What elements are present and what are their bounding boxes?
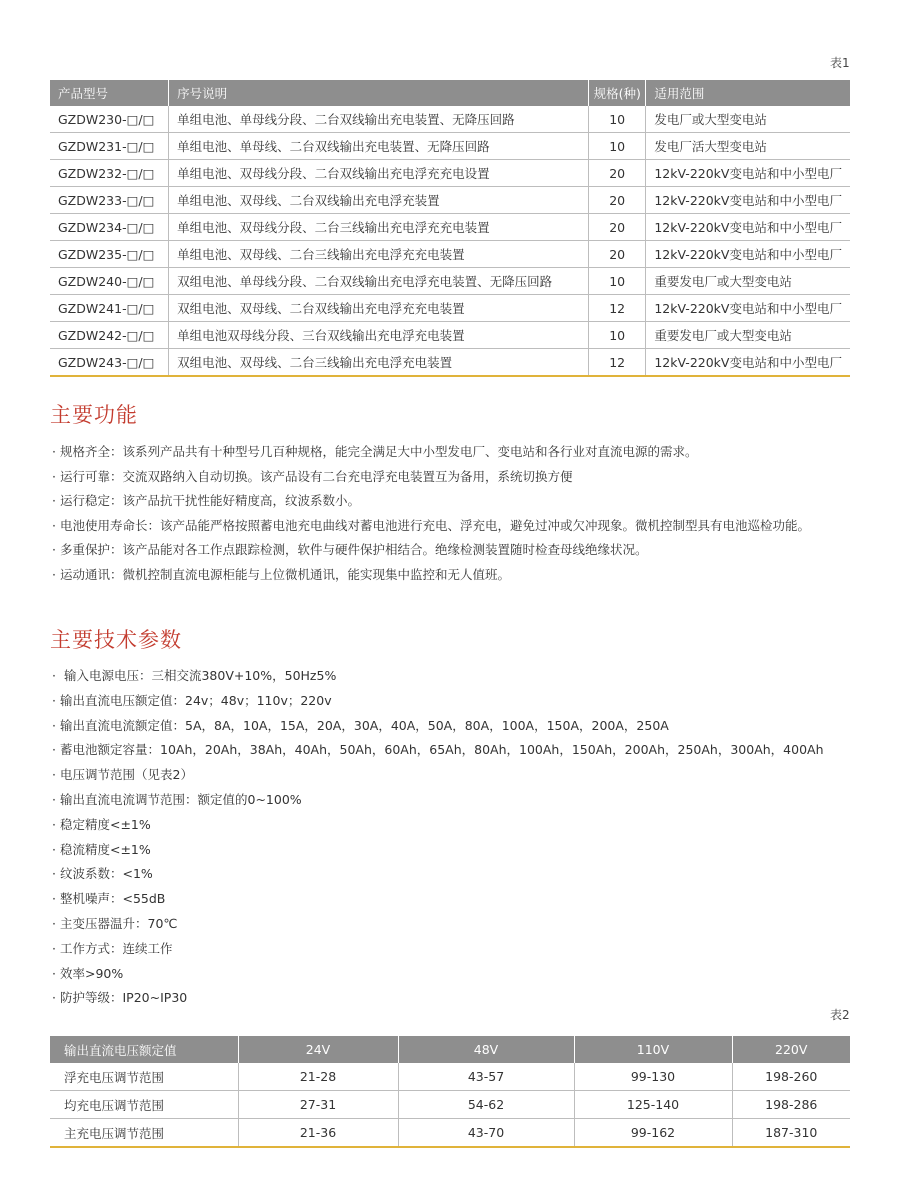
list-item: · 整机噪声：<55dB [52, 887, 824, 912]
spec-count-cell: 20 [589, 214, 646, 241]
table1-tag: 表1 [830, 56, 850, 70]
list-item: · 工作方式：连续工作 [52, 937, 824, 962]
list-item: · 输入电源电压：三相交流380V+10%，50Hz5% [52, 664, 824, 689]
list-item: · 电压调节范围（见表2） [52, 763, 824, 788]
model-cell: GZDW231-□/□ [50, 133, 169, 160]
functions-list [52, 440, 810, 587]
spec-count-cell: 20 [589, 187, 646, 214]
table-row [50, 160, 850, 187]
row-label-cell: 浮充电压调节范围 [50, 1063, 238, 1091]
table2-tag: 表2 [830, 1008, 850, 1022]
specs-heading: 主要技术参数 [50, 628, 182, 652]
description-cell: 单组电池、双母线、二台三线输出充电浮充充电装置 [169, 241, 589, 268]
table-header-row [50, 80, 850, 106]
table-row [50, 214, 850, 241]
list-item: · 效率>90% [52, 962, 824, 987]
model-cell: GZDW241-□/□ [50, 295, 169, 322]
application-cell: 重要发电厂或大型变电站 [646, 268, 850, 295]
description-cell: 双组电池、双母线、二台双线输出充电浮充充电装置 [169, 295, 589, 322]
table-row [50, 1119, 850, 1148]
application-cell: 发电厂或大型变电站 [646, 106, 850, 133]
list-item: · 规格齐全：该系列产品共有十种型号几百种规格，能完全满足大中小型发电厂、变电站和各行业对直流电源的需求。 [52, 440, 810, 465]
value-cell: 21-28 [238, 1063, 398, 1091]
voltage-range-table [50, 1036, 850, 1148]
functions-heading: 主要功能 [50, 403, 138, 427]
list-item: · 运行可靠：交流双路纳入自动切换。该产品设有二台充电浮充电装置互为备用，系统切换方便 [52, 465, 810, 490]
application-cell: 12kV-220kV变电站和中小型电厂 [646, 214, 850, 241]
value-cell: 43-57 [398, 1063, 574, 1091]
description-cell: 单组电池、双母线、二台双线输出充电浮充装置 [169, 187, 589, 214]
value-cell: 125-140 [574, 1091, 732, 1119]
header-rated-voltage: 输出直流电压额定值 [50, 1036, 238, 1063]
list-item: · 运动通讯：微机控制直流电源柜能与上位微机通讯，能实现集中监控和无人值班。 [52, 563, 810, 588]
header-110v: 110V [574, 1036, 732, 1063]
spec-count-cell: 10 [589, 322, 646, 349]
list-item: · 纹波系数：<1% [52, 862, 824, 887]
specs-list [52, 664, 824, 1011]
list-item: · 主变压器温升：70℃ [52, 912, 824, 937]
header-24v: 24V [238, 1036, 398, 1063]
value-cell: 99-130 [574, 1063, 732, 1091]
description-cell: 单组电池、双母线分段、二台双线输出充电浮充充电设置 [169, 160, 589, 187]
description-cell: 单组电池、单母线、二台双线输出充电装置、无降压回路 [169, 133, 589, 160]
table-row [50, 187, 850, 214]
list-item: · 蓄电池额定容量：10Ah，20Ah，38Ah，40Ah，50Ah，60Ah，65Ah，80Ah，100Ah，150Ah，200Ah，250Ah，300Ah，400Ah [52, 738, 824, 763]
header-220v: 220V [732, 1036, 850, 1063]
model-cell: GZDW233-□/□ [50, 187, 169, 214]
table-row [50, 295, 850, 322]
header-description: 序号说明 [169, 80, 589, 106]
application-cell: 重要发电厂或大型变电站 [646, 322, 850, 349]
list-item: · 电池使用寿命长：该产品能严格按照蓄电池充电曲线对蓄电池进行充电、浮充电，避免过冲或欠冲现象。微机控制型具有电池巡检功能。 [52, 514, 810, 539]
spec-count-cell: 20 [589, 241, 646, 268]
list-item: · 输出直流电压额定值：24v；48v；110v；220v [52, 689, 824, 714]
list-item: · 输出直流电流调节范围：额定值的0~100% [52, 788, 824, 813]
value-cell: 198-286 [732, 1091, 850, 1119]
value-cell: 99-162 [574, 1119, 732, 1148]
list-item: · 多重保护：该产品能对各工作点跟踪检测，软件与硬件保护相结合。绝缘检测装置随时检查母线绝缘状况。 [52, 538, 810, 563]
description-cell: 双组电池、单母线分段、二台双线输出充电浮充电装置、无降压回路 [169, 268, 589, 295]
application-cell: 12kV-220kV变电站和中小型电厂 [646, 295, 850, 322]
table-row [50, 1063, 850, 1091]
model-cell: GZDW243-□/□ [50, 349, 169, 377]
header-48v: 48V [398, 1036, 574, 1063]
value-cell: 43-70 [398, 1119, 574, 1148]
table-row [50, 1091, 850, 1119]
value-cell: 27-31 [238, 1091, 398, 1119]
list-item: · 运行稳定：该产品抗干扰性能好精度高，纹波系数小。 [52, 489, 810, 514]
spec-count-cell: 10 [589, 106, 646, 133]
table-row [50, 349, 850, 377]
model-cell: GZDW234-□/□ [50, 214, 169, 241]
header-application: 适用范围 [646, 80, 850, 106]
value-cell: 21-36 [238, 1119, 398, 1148]
table-row [50, 322, 850, 349]
header-spec-count: 规格(种) [589, 80, 646, 106]
list-item: · 防护等级：IP20~IP30 [52, 986, 824, 1011]
value-cell: 54-62 [398, 1091, 574, 1119]
description-cell: 单组电池双母线分段、三台双线输出充电浮充电装置 [169, 322, 589, 349]
application-cell: 12kV-220kV变电站和中小型电厂 [646, 187, 850, 214]
description-cell: 单组电池、双母线分段、二台三线输出充电浮充充电装置 [169, 214, 589, 241]
application-cell: 12kV-220kV变电站和中小型电厂 [646, 241, 850, 268]
product-model-table [50, 80, 850, 377]
description-cell: 双组电池、双母线、二台三线输出充电浮充电装置 [169, 349, 589, 377]
value-cell: 187-310 [732, 1119, 850, 1148]
row-label-cell: 主充电压调节范围 [50, 1119, 238, 1148]
spec-count-cell: 20 [589, 160, 646, 187]
list-item: · 稳流精度<±1% [52, 838, 824, 863]
table-row [50, 133, 850, 160]
table-row [50, 268, 850, 295]
model-cell: GZDW235-□/□ [50, 241, 169, 268]
spec-count-cell: 12 [589, 295, 646, 322]
table-row [50, 241, 850, 268]
spec-count-cell: 12 [589, 349, 646, 377]
description-cell: 单组电池、单母线分段、二台双线输出充电装置、无降压回路 [169, 106, 589, 133]
model-cell: GZDW230-□/□ [50, 106, 169, 133]
list-item: · 输出直流电流额定值：5A，8A，10A，15A，20A，30A，40A，50A，80A，100A，150A，200A，250A [52, 714, 824, 739]
table-row [50, 106, 850, 133]
spec-count-cell: 10 [589, 133, 646, 160]
model-cell: GZDW242-□/□ [50, 322, 169, 349]
list-item: · 稳定精度<±1% [52, 813, 824, 838]
row-label-cell: 均充电压调节范围 [50, 1091, 238, 1119]
model-cell: GZDW240-□/□ [50, 268, 169, 295]
application-cell: 12kV-220kV变电站和中小型电厂 [646, 349, 850, 377]
application-cell: 发电厂活大型变电站 [646, 133, 850, 160]
table-header-row [50, 1036, 850, 1063]
application-cell: 12kV-220kV变电站和中小型电厂 [646, 160, 850, 187]
header-model: 产品型号 [50, 80, 169, 106]
model-cell: GZDW232-□/□ [50, 160, 169, 187]
spec-count-cell: 10 [589, 268, 646, 295]
value-cell: 198-260 [732, 1063, 850, 1091]
